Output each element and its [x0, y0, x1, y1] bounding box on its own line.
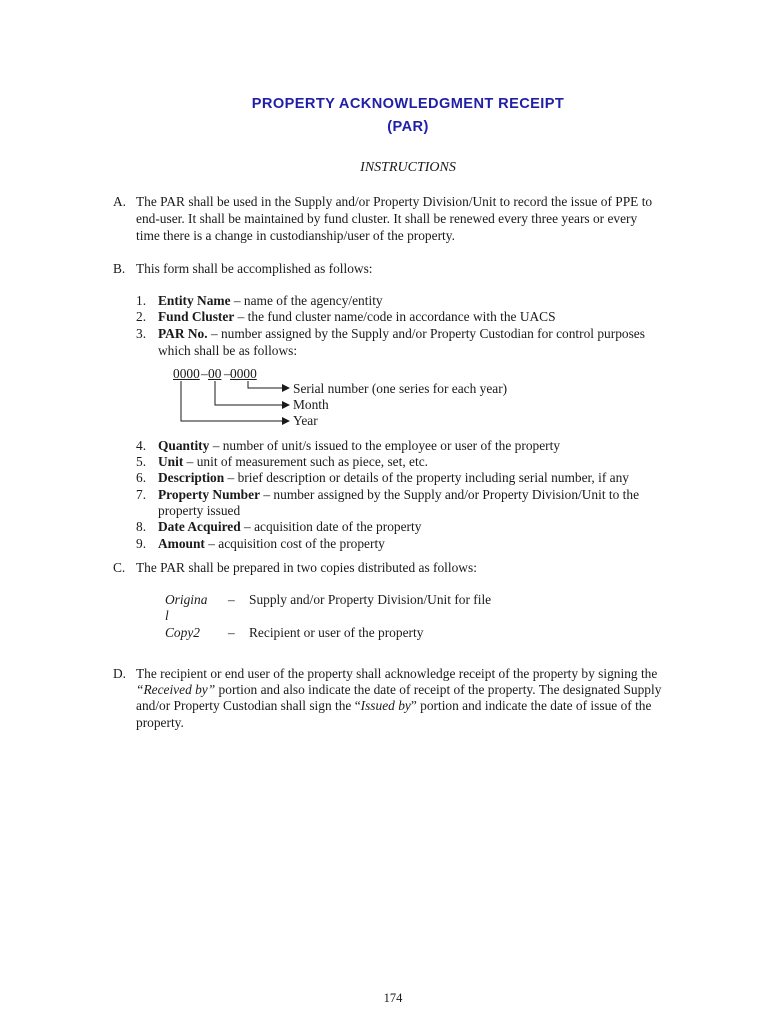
section-d-line-2: “Received by” portion and also indicate the date of receipt of the property. The designated Supply [136, 682, 662, 697]
item-label: PAR No. [158, 326, 208, 341]
item-number: 2. [136, 309, 147, 324]
section-d-line-1: The recipient or end user of the property shall acknowledge receipt of the property by signing the [136, 666, 658, 681]
item-description: – unit of measurement such as piece, set, etc. [183, 454, 428, 469]
list-item-amount [158, 536, 677, 553]
section-a-letter: A. [113, 194, 127, 209]
item-description: – number of unit/s issued to the employee or user of the property [209, 438, 561, 453]
section-a-line-3: time there is a change in custodianship/user of the property. [136, 228, 455, 243]
item-number: 9. [136, 536, 147, 551]
copy-original-label: Origina [165, 592, 208, 607]
copy-original-label-wrap: l [165, 608, 169, 623]
year-label: Year [293, 413, 318, 428]
month-label: Month [293, 397, 329, 412]
item-number: 5. [136, 454, 147, 469]
section-b-letter: B. [113, 261, 126, 276]
document-title: PROPERTY ACKNOWLEDGMENT RECEIPT [251, 96, 565, 112]
issued-by-emphasis: Issued by [360, 698, 411, 713]
list-item-property-number-continued: property issued [158, 503, 241, 518]
section-a-line-2: end-user. It shall be maintained by fund cluster. It shall be renewed every three years or every [136, 211, 638, 226]
item-label: Property Number [158, 487, 261, 502]
item-number: 6. [136, 470, 147, 485]
item-number: 4. [136, 438, 147, 453]
item-description: – brief description or details of the property including serial number, if any [224, 470, 629, 485]
item-description: – acquisition date of the property [240, 519, 422, 534]
section-d-line-3: and/or Property Custodian shall sign the “Issued by” portion and indicate the date of issue of the [136, 698, 652, 713]
par-code-serial: 0000 [230, 366, 257, 381]
item-description: – the fund cluster name/code in accordance with the UACS [234, 309, 556, 324]
section-b-intro: This form shall be accomplished as follows: [136, 261, 373, 276]
par-code-year: 0000 [173, 366, 200, 381]
section-d-line-4: property. [136, 715, 184, 730]
item-label: Entity Name [158, 293, 231, 308]
item-number: 1. [136, 293, 147, 308]
item-label: Description [158, 470, 225, 485]
section-c-letter: C. [113, 560, 126, 575]
month-arrow [215, 381, 289, 405]
copy-2-label: Copy2 [165, 625, 200, 640]
list-item-property-number [158, 487, 677, 504]
list-item-par-no-continued: which shall be as follows: [158, 343, 298, 358]
list-item-date-acquired [158, 519, 677, 536]
item-description: – name of the agency/entity [230, 293, 383, 308]
copy-original-destination: Supply and/or Property Division/Unit for file [249, 592, 492, 607]
par-code-month: 00 [208, 366, 222, 381]
instructions-heading: INSTRUCTIONS [360, 160, 456, 175]
serial-arrow [248, 381, 289, 388]
item-label: Date Acquired [158, 519, 241, 534]
par-code-separator: – [224, 366, 231, 381]
year-arrow [181, 381, 289, 421]
item-description: – number assigned by the Supply and/or Property Division/Unit to the [260, 487, 640, 502]
item-number: 8. [136, 519, 147, 534]
page-number: 174 [383, 991, 403, 1005]
item-description: – number assigned by the Supply and/or Property Custodian for control purposes [207, 326, 645, 341]
item-label: Unit [158, 454, 184, 469]
copy-2-destination: Recipient or user of the property [249, 625, 424, 640]
serial-number-label: Serial number (one series for each year) [293, 381, 508, 396]
item-label: Fund Cluster [158, 309, 235, 324]
item-number: 7. [136, 487, 147, 502]
item-number: 3. [136, 326, 147, 341]
item-label: Quantity [158, 438, 210, 453]
section-d-letter: D. [113, 666, 127, 681]
list-item-unit [158, 454, 677, 471]
item-label: Amount [158, 536, 205, 551]
copy-dash: – [228, 592, 235, 607]
section-a-line-1: The PAR shall be used in the Supply and/or Property Division/Unit to record the issue of PPE to [136, 194, 653, 209]
received-by-emphasis: “Received by” [136, 682, 216, 697]
list-item-description [158, 470, 677, 487]
document-title-abbreviation: (PAR) [387, 119, 429, 135]
par-code-separator: – [201, 366, 208, 381]
section-c-intro: The PAR shall be prepared in two copies distributed as follows: [136, 560, 477, 575]
item-description: – acquisition cost of the property [204, 536, 385, 551]
copy-dash: – [228, 625, 235, 640]
list-item-quantity [158, 438, 677, 455]
